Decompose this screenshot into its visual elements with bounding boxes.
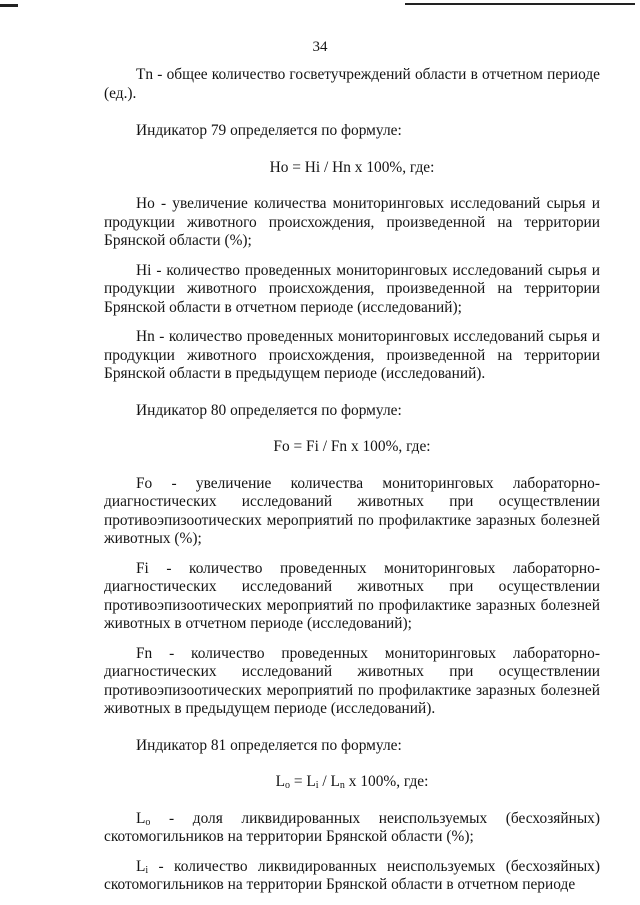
paragraph-fi-definition: Fi - количество проведенных мониторинговых лабораторно-диагностических исследований животных при осуществлении противоэпизоотических мероприятий по профилактике заразных болезней животных в отчетном периоде (исследований); xyxy=(104,559,600,632)
formula-ho: Ho = Hi / Hn x 100%, где: xyxy=(269,158,435,176)
paragraph-indicator-81: Индикатор 81 определяется по формуле: xyxy=(136,736,402,754)
paragraph-li-definition: $L_i$ - количество ликвидированных неиспользуемых (бесхозяйных) скотомогильников на территории Брянской области в отчетном периоде xyxy=(104,857,600,893)
page-number: 34 xyxy=(312,39,328,55)
paragraph-fo-definition: Fo - увеличение количества мониторинговых лабораторно-диагностических исследований животных при осуществлении противоэпизоотических мероприятий по профилактике заразных болезней животных (%); xyxy=(104,474,600,547)
scan-edge-mark xyxy=(0,4,18,7)
formula-fo: Fo = Fi / Fn x 100%, где: xyxy=(273,438,431,455)
paragraph-ho-definition: Ho - увеличение количества мониторинговых исследований сырья и продукции животного происхождения, произведенной на территории Брянской области (%); xyxy=(104,195,600,249)
paragraph-hi-definition: Hi - количество проведенных мониторинговых исследований сырья и продукции животного происхождения, произведенной на территории Брянской области в отчетном периоде (исследований); xyxy=(104,261,600,316)
paragraph-fn-definition: Fn - количество проведенных мониторинговых лабораторно-диагностических исследований животных при осуществлении противоэпизоотических мероприятий по профилактике заразных болезней животных в предыдущем периоде (исследований). xyxy=(104,644,600,717)
paragraph-tn-definition: Тn - общее количество госветучреждений области в отчетном периоде (ед.). xyxy=(104,66,600,102)
paragraph-lo-definition: $L_o$ - доля ликвидированных неиспользуемых (бесхозяйных) скотомогильников на территории Брянской области (%); xyxy=(104,809,600,845)
paragraph-hn-definition: Hn - количество проведенных мониторинговых исследований сырья и продукции животного происхождения, произведенной на территории Брянской области в предыдущем периоде (исследований). xyxy=(104,328,600,382)
formula-lo: $L_o = L_i / L_n$ x 100%, где: xyxy=(275,773,429,791)
paragraph-indicator-79: Индикатор 79 определяется по формуле: xyxy=(136,122,402,139)
paragraph-indicator-80: Индикатор 80 определяется по формуле: xyxy=(136,401,402,419)
scan-edge-line xyxy=(405,3,635,5)
document-body xyxy=(104,66,600,895)
